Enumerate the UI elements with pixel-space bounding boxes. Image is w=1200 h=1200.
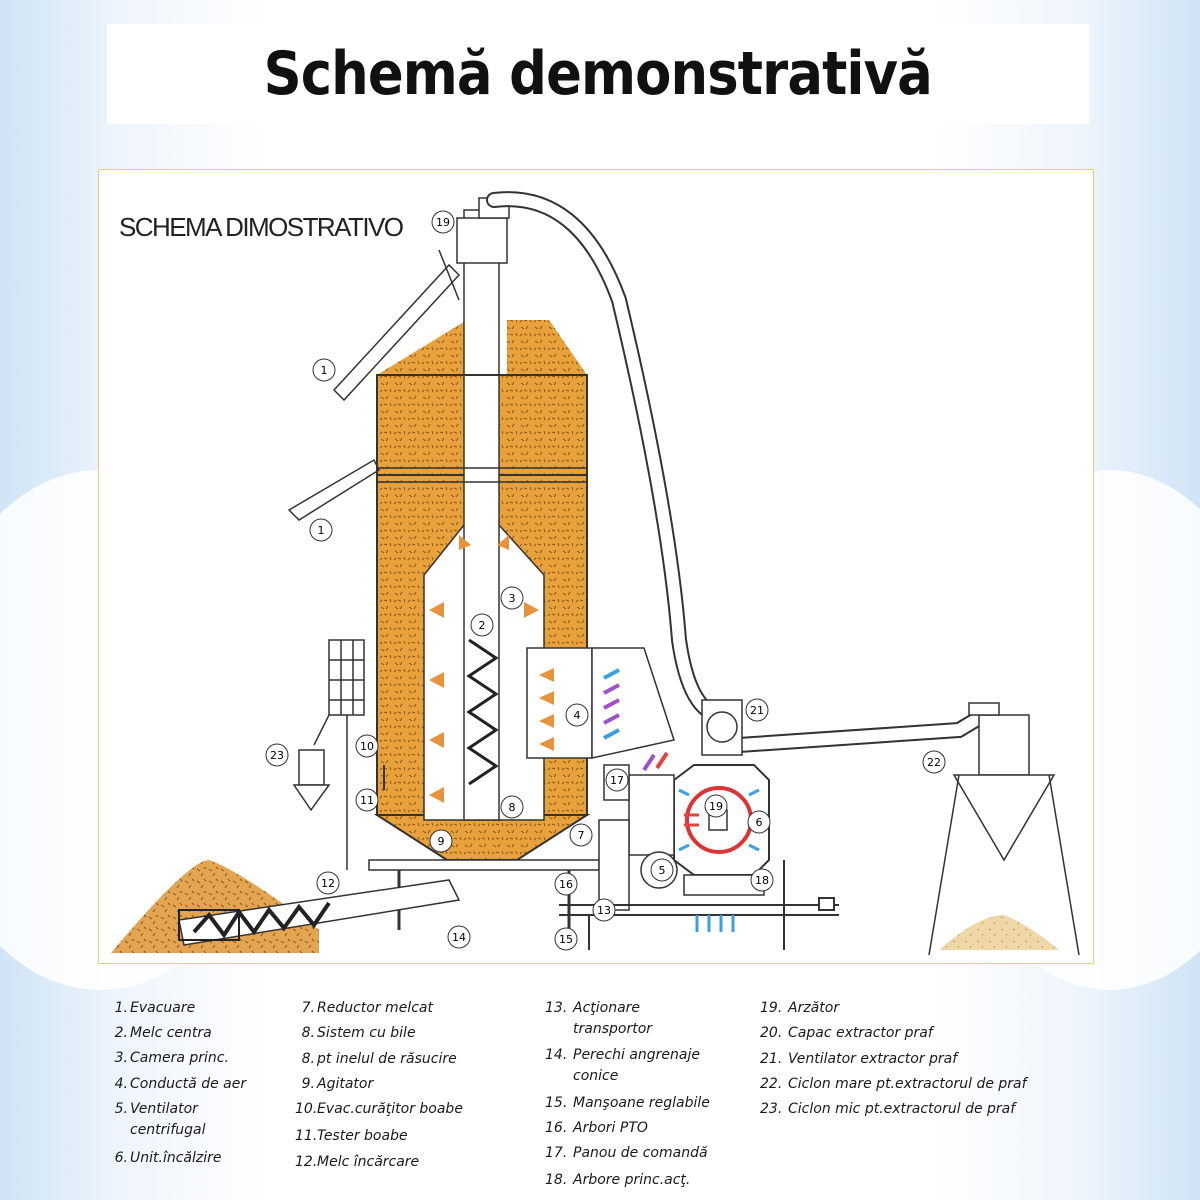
- callout-21: [746, 699, 768, 721]
- svg-text:5: 5: [658, 864, 666, 877]
- svg-text:22: 22: [927, 756, 941, 769]
- callout-14: [448, 926, 470, 948]
- svg-text:23: 23: [270, 749, 284, 762]
- callout-20: [432, 211, 454, 233]
- callout-10: [356, 735, 378, 757]
- svg-text:1: 1: [320, 364, 328, 377]
- svg-text:17: 17: [610, 774, 624, 787]
- svg-text:10: 10: [360, 740, 374, 753]
- title-banner: [107, 24, 1089, 124]
- callout-2: [471, 614, 493, 636]
- callout-17: [606, 769, 628, 791]
- callout-18: [751, 869, 773, 891]
- callout-15: [555, 928, 577, 950]
- svg-text:19: 19: [709, 800, 723, 813]
- svg-text:21: 21: [750, 704, 764, 717]
- callout-16: [555, 873, 577, 895]
- svg-text:11: 11: [360, 794, 374, 807]
- extractor-fan: [702, 700, 742, 755]
- grain-tester-cage: [329, 640, 364, 870]
- callout-23: [266, 744, 288, 766]
- callout-7: [570, 824, 592, 846]
- main-silo: [369, 198, 599, 930]
- callout-1a: [313, 359, 335, 381]
- diagram-frame: [98, 169, 1094, 964]
- page-title: Schemă demonstrativă: [263, 39, 933, 109]
- svg-text:3: 3: [508, 592, 516, 605]
- svg-text:8: 8: [508, 801, 516, 814]
- grain-pile-right: [939, 915, 1059, 950]
- callout-1b: [310, 519, 332, 541]
- callout-4: [566, 704, 588, 726]
- svg-text:16: 16: [559, 878, 573, 891]
- callout-3: [501, 587, 523, 609]
- svg-text:14: 14: [452, 931, 466, 944]
- callout-12: [317, 872, 339, 894]
- svg-text:7: 7: [577, 829, 585, 842]
- callout-9: [430, 830, 452, 852]
- callout-5: [651, 859, 673, 881]
- callout-11: [356, 789, 378, 811]
- svg-text:6: 6: [755, 816, 763, 829]
- svg-text:1: 1: [317, 524, 325, 537]
- svg-text:13: 13: [597, 904, 611, 917]
- svg-text:18: 18: [755, 874, 769, 887]
- svg-text:15: 15: [559, 933, 573, 946]
- dryer-schematic: [99, 170, 1093, 963]
- svg-text:4: 4: [573, 709, 581, 722]
- svg-text:12: 12: [321, 877, 335, 890]
- callout-6: [748, 811, 770, 833]
- callout-19: [705, 795, 727, 817]
- cooling-vents: [697, 915, 733, 932]
- svg-text:2: 2: [478, 619, 486, 632]
- air-duct: [527, 648, 674, 770]
- svg-text:9: 9: [437, 835, 445, 848]
- callout-22: [923, 751, 945, 773]
- callout-8: [501, 796, 523, 818]
- callout-13: [593, 899, 615, 921]
- svg-text:19: 19: [436, 216, 450, 229]
- small-cyclone: [294, 715, 329, 810]
- diagram-heading: SCHEMA DIMOSTRATIVO: [119, 212, 404, 242]
